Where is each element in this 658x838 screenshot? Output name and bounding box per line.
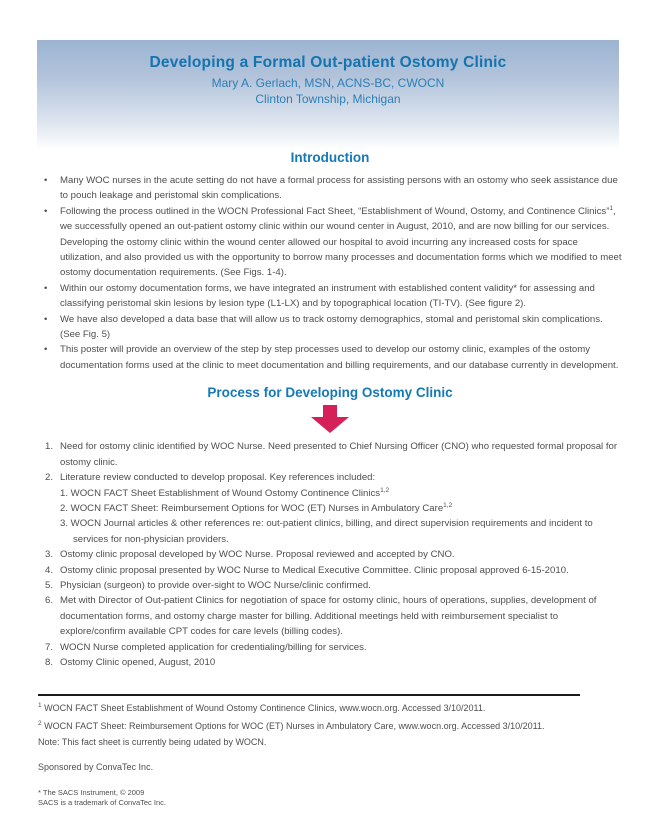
step-text: Need for ostomy clinic identified by WOC Nurse. Need presented to Chief Nursing Officer (CNO) who requested formal proposal for ostomy clinic. [60,441,618,468]
subitem-text: 1. WOCN FACT Sheet Establishment of Wound Ostomy Continence Clinics [60,487,381,499]
intro-bullet-2 [38,204,622,281]
process-step-6 [38,593,622,639]
bullet-text: Within our ostomy documentation forms, we have integrated an instrument with established content validity* for assessing and classifying peristomal skin lesions by lesion type (L1-LX) and by topographical location (TI-TV). (See figure 2). [60,282,595,310]
footnote-marker: 2 [38,720,42,727]
step-number: 7. [45,641,54,653]
intro-bullet-1 [38,173,622,204]
step-text: Physician (surgeon) to provide over-sight to WOC Nurse/clinic confirmed. [60,579,371,591]
bullet-text: This poster will provide an overview of the step by step processes used to develop our ostomy clinic, examples of the ostomy documentation forms used at the clinic to meet documentation and billing requirements, and our database currently in development. [60,344,619,371]
step-text: Ostomy clinic proposal presented by WOC Nurse to Medical Executive Committee. Clinic proposal approved 6-15-2010. [60,564,569,576]
step-number: 4. [45,564,54,576]
subitem-text: 3. WOCN Journal articles & other references re: out-patient clinics, billing, and direct supervision requirements and incident to services for non-physician providers. [60,518,593,545]
process-step-4 [38,563,622,578]
process-step-1 [38,439,622,470]
step-text [60,470,622,547]
process-step-7 [38,640,622,655]
bullet-text: Following the process outlined in the WOCN Professional Fact Sheet, “Establishment of Wound, Ostomy, and Continence Clinics” [60,205,610,217]
bullet-text: We have also developed a data base that will allow us to track ostomy demographics, stomal and peristomal skin complications. (See Fig. 5) [60,313,603,341]
footer-divider-line [38,694,580,696]
footnote-marker: 1 [38,702,42,709]
down-arrow-icon [38,405,622,433]
subitem-text: 2. WOCN FACT Sheet: Reimbursement Options for WOC (ET) Nurses in Ambulatory Care [60,502,444,514]
process-step-3 [38,547,622,562]
intro-bullet-5 [38,342,622,373]
step-number: 2. [45,472,54,484]
step-number: 1. [45,441,54,453]
step-number: 8. [45,656,54,668]
main-content [38,150,622,670]
step-subitem-3 [60,516,622,547]
step-text: WOCN Nurse completed application for credentialing/billing for services. [60,641,367,653]
bullet-text: Many WOC nurses in the acute setting do not have a formal process for assisting persons with an ostomy who seek assistance due to pouch leakage and peristomal skin complications. [60,175,618,202]
footnote-reference: 1,2 [443,501,453,509]
process-steps-list [38,439,622,670]
footnote-ref-2 [38,720,598,733]
step-number: 3. [45,549,54,561]
process-step-5 [38,578,622,593]
step-subitem-1 [60,486,622,501]
bullet-text: , we successfully opened an out-patient ostomy clinic within our wound center in August, 2010, and are now billing for our services. Developing the ostomy clinic within the wound center allowed our hospital to avoid incurring any increased costs for space utilization, and also provided us with the opportunity to borrow many processes and documentation forms which we modified to meet ostomy documentation requirements. (See Figs. 1-4). [60,205,622,279]
process-step-8 [38,655,622,670]
sacs-trademark-line: SACS is a trademark of ConvaTec Inc. [38,798,166,807]
footnote-reference: 1 [609,204,614,212]
footnote-note: Note: This fact sheet is currently being udated by WOCN. [38,737,267,747]
step-subitem-2 [60,501,622,516]
sacs-copyright-line: * The SACS Instrument, © 2009 [38,788,145,797]
poster-location: Clinton Township, Michigan [255,92,401,106]
intro-bullet-4 [38,312,622,343]
step-number: 5. [45,579,54,591]
introduction-heading: Introduction [290,150,370,165]
sponsor-line: Sponsored by ConvaTec Inc. [38,762,154,772]
process-step-2 [38,470,622,547]
step-number: 6. [45,595,54,607]
step-text: Ostomy Clinic opened, August, 2010 [60,656,216,668]
step-text-main: Literature review conducted to develop proposal. Key references included: [60,472,376,484]
process-heading: Process for Developing Ostomy Clinic [207,385,453,401]
introduction-bullet-list [38,173,622,373]
footnote-text: WOCN FACT Sheet Establishment of Wound Ostomy Continence Clinics, www.wocn.org. Accessed 3/10/2011. [41,703,486,713]
intro-bullet-3 [38,281,622,312]
step-text: Met with Director of Out-patient Clinics for negotiation of space for ostomy clinic, hours of operations, supplies, development of documentation forms, and ostomy charge master for billing. Additional meetings held with reimbursement specialist to explore/confirm available CPT codes for care levels (billing codes). [60,595,597,638]
footnotes [38,702,598,808]
header-banner [37,40,619,150]
poster-title: Developing a Formal Out-patient Ostomy Clinic [149,54,507,71]
step-text: Ostomy clinic proposal developed by WOC Nurse. Proposal reviewed and accepted by CNO. [60,549,455,561]
footnote-reference: 1,2 [380,486,390,494]
footnote-ref-1 [38,702,598,715]
poster-author: Mary A. Gerlach, MSN, ACNS-BC, CWOCN [211,76,445,90]
footnote-text: WOCN FACT Sheet: Reimbursement Options for WOC (ET) Nurses in Ambulatory Care, www.wocn.org. Accessed 3/10/2011. [41,721,545,731]
